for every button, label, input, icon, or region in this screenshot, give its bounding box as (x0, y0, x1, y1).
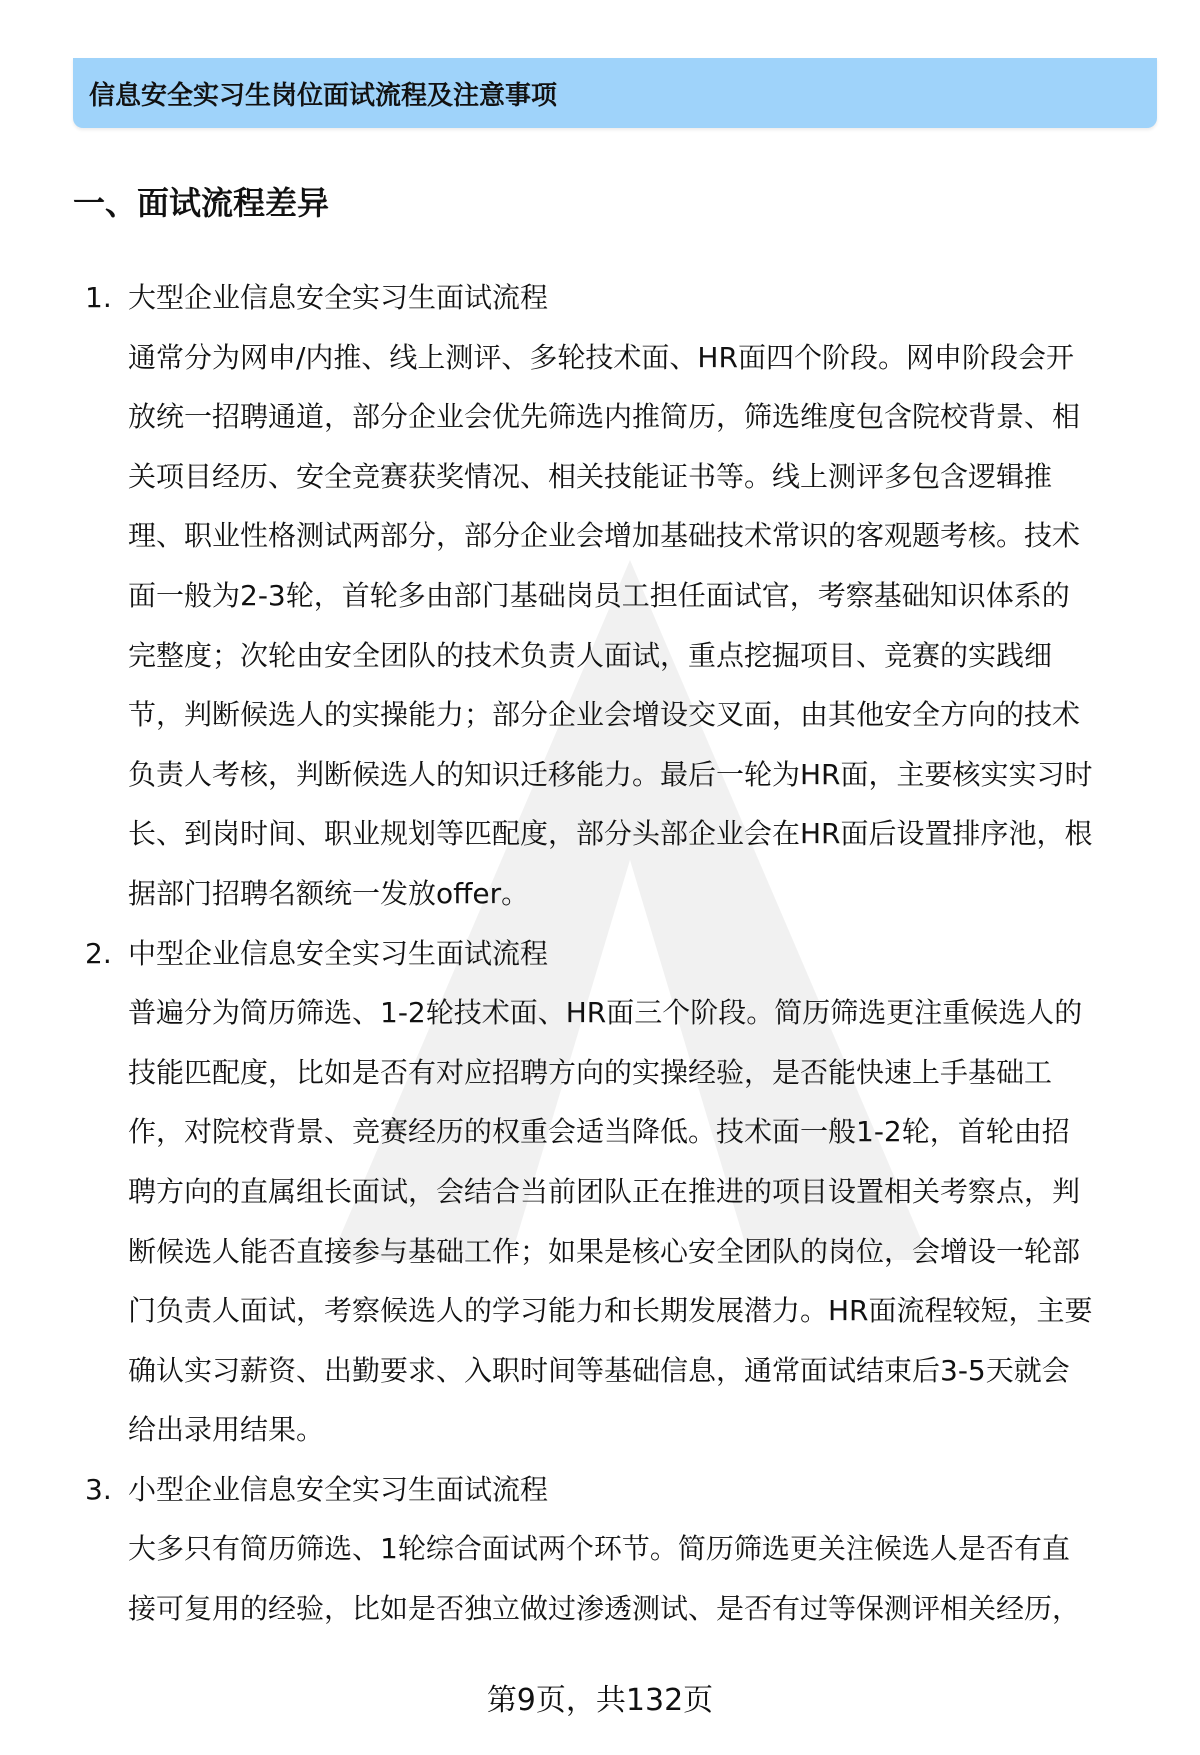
list-item-title (0, 1460, 1200, 1520)
paragraph-line: 完整度；次轮由安全团队的技术负责人面试，重点挖掘项目、竞赛的实践细 (128, 638, 1053, 672)
interview-process-list (0, 268, 1200, 1639)
document-title: 信息安全实习生岗位面试流程及注意事项 (89, 81, 558, 111)
paragraph-line: 确认实习薪资、出勤要求、入职时间等基础信息，通常面试结束后3-5天就会 (128, 1353, 1070, 1387)
paragraph-line: 面一般为2-3轮，首轮多由部门基础岗员工担任面试官，考察基础知识体系的 (128, 578, 1070, 612)
document-title-bar (73, 58, 1157, 128)
paragraph-line: 断候选人能否直接参与基础工作；如果是核心安全团队的岗位，会增设一轮部 (128, 1234, 1081, 1268)
section-heading: 一、面试流程差异 (73, 184, 330, 222)
paragraph-line: 通常分为网申/内推、线上测评、多轮技术面、HR面四个阶段。网申阶段会开 (128, 340, 1074, 374)
paragraph-line: 普遍分为简历筛选、1-2轮技术面、HR面三个阶段。简历筛选更注重候选人的 (128, 996, 1083, 1030)
paragraph-line: 作，对院校背景、竞赛经历的权重会适当降低。技术面一般1-2轮，首轮由招 (128, 1115, 1070, 1149)
paragraph-line: 门负责人面试，考察候选人的学习能力和长期发展潜力。HR面流程较短，主要 (128, 1294, 1093, 1328)
list-item-number: 2. (85, 936, 112, 970)
paragraph-line: 据部门招聘名额统一发放offer。 (128, 876, 530, 910)
paragraph-line: 负责人考核，判断候选人的知识迁移能力。最后一轮为HR面，主要核实实习时 (128, 757, 1093, 791)
paragraph-line: 聘方向的直属组长面试，会结合当前团队正在推进的项目设置相关考察点，判 (128, 1174, 1081, 1208)
list-item-number: 3. (85, 1472, 112, 1506)
paragraph-line: 节，判断候选人的实操能力；部分企业会增设交叉面，由其他安全方向的技术 (128, 698, 1081, 732)
list-item-title-text: 小型企业信息安全实习生面试流程 (128, 1472, 549, 1506)
paragraph-line: 给出录用结果。 (128, 1413, 325, 1447)
list-item-number: 1. (85, 281, 112, 314)
page-indicator: 第9页，共132页 (486, 1683, 714, 1718)
paragraph-line: 接可复用的经验，比如是否独立做过渗透测试、是否有过等保测评相关经历， (128, 1592, 1081, 1626)
paragraph-line: 大多只有简历筛选、1轮综合面试两个环节。简历筛选更关注候选人是否有直 (128, 1532, 1070, 1566)
paragraph-line: 技能匹配度，比如是否有对应招聘方向的实操经验，是否能快速上手基础工 (128, 1055, 1053, 1089)
paragraph-line: 理、职业性格测试两部分，部分企业会增加基础技术常识的客观题考核。技术 (128, 519, 1081, 553)
list-item-title-text: 大型企业信息安全实习生面试流程 (128, 281, 549, 314)
paragraph-line: 关项目经历、安全竞赛获奖情况、相关技能证书等。线上测评多包含逻辑推 (128, 459, 1053, 493)
list-item-title (0, 268, 1200, 328)
paragraph-line: 长、到岗时间、职业规划等匹配度，部分头部企业会在HR面后设置排序池，根 (128, 817, 1093, 851)
list-item-title (0, 924, 1200, 984)
list-item-title-text: 中型企业信息安全实习生面试流程 (128, 936, 549, 970)
paragraph-line: 放统一招聘通道，部分企业会优先筛选内推简历，筛选维度包含院校背景、相 (128, 400, 1081, 434)
